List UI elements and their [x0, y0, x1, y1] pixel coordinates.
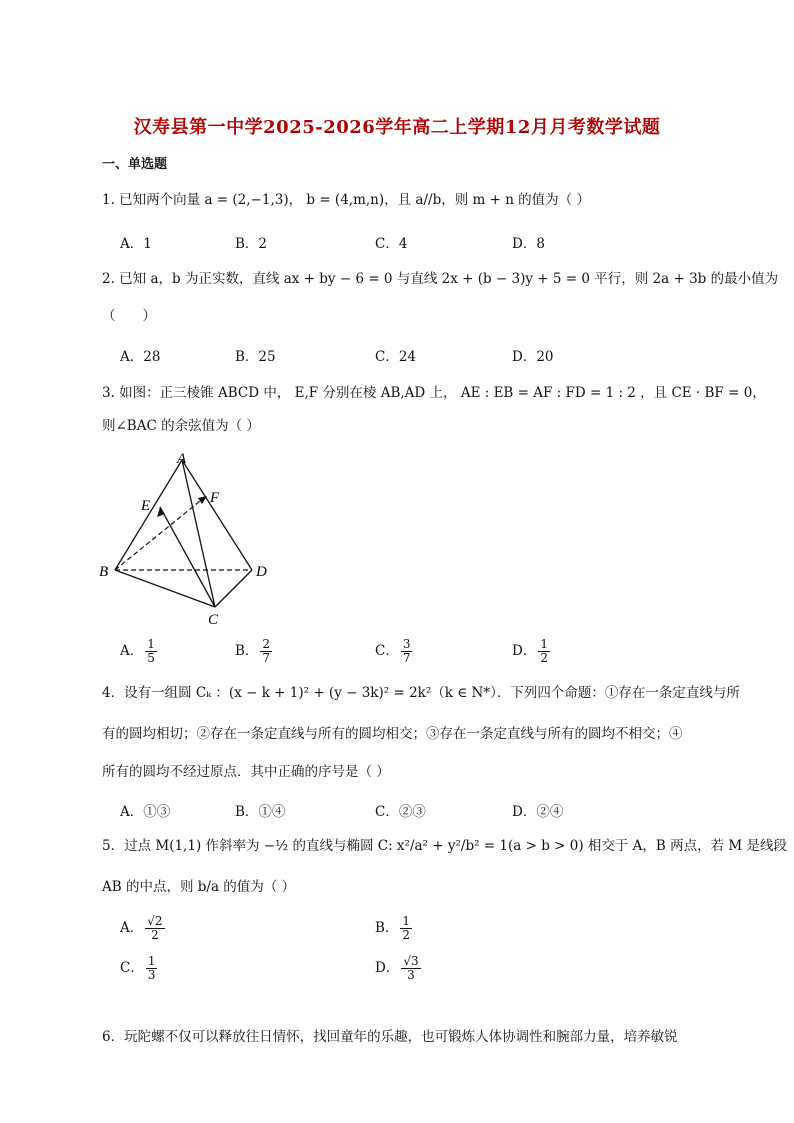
option-c: C．4: [375, 236, 408, 252]
option-b: B． $\frac{1}{2}$: [375, 914, 411, 942]
label-c: C: [208, 612, 219, 628]
edge-ab: [115, 460, 182, 570]
option-a: A．1: [120, 236, 152, 252]
question-3-line1: 3. 如图：正三棱锥 ABCD 中， E,F 分别在棱 AB,AD 上， AE : EB = AF : FD = 1 : 2 ，且 CE · BF = 0，: [102, 385, 766, 401]
tetrahedron-figure: [90, 445, 290, 630]
option-d: D． $\frac{1}{2}$: [512, 637, 548, 665]
section-heading: 一、单选题: [102, 157, 168, 172]
label-d: D: [256, 564, 267, 580]
option-b: B．①④: [235, 804, 286, 820]
option-c: C．24: [375, 349, 417, 365]
question-4-line2: 有的圆均相切；②存在一条定直线与所有的圆均相交；③存在一条定直线与所有的圆均不相交；④: [102, 726, 683, 742]
arrow-ce: [157, 507, 165, 517]
arrow-bf: [198, 496, 207, 504]
edge-ac: [182, 460, 215, 607]
option-d: D．20: [512, 349, 554, 365]
question-5-line2: AB 的中点，则 b/a 的值为（ ）: [102, 879, 296, 895]
edge-cd: [215, 570, 252, 607]
label-a: A: [177, 451, 187, 467]
option-a: A．28: [120, 349, 161, 365]
option-d: D． $\frac{√3}{3}$: [375, 954, 419, 982]
question-5-line1: 5．过点 M(1,1) 作斜率为 −½ 的直线与椭圆 C: x²/a² + y²/b² = 1(a > b > 0) 相交于 A，B 两点，若 M 是线段: [102, 838, 788, 854]
option-d: D．②④: [512, 804, 564, 820]
question-3-line2: 则∠BAC 的余弦值为（ ）: [102, 418, 260, 434]
option-b: B．25: [235, 349, 276, 365]
edge-ad: [182, 460, 252, 570]
option-a: A． $\frac{√2}{2}$: [120, 914, 163, 942]
label-f: F: [210, 490, 220, 506]
option-a: A． $\frac{1}{5}$: [120, 637, 155, 665]
option-c: C．②③: [375, 804, 426, 820]
question-1-text: 1. 已知两个向量 a = (2,−1,3)， b = (4,m,n)，且 a//b，则 m + n 的值为（ ）: [102, 192, 590, 208]
vector-ce: [160, 507, 215, 607]
option-b: B．2: [235, 236, 268, 252]
option-a: A．①③: [120, 804, 171, 820]
question-2-line1: 2. 已知 a，b 为正实数，直线 ax + by − 6 = 0 与直线 2x + (b − 3)y + 5 = 0 平行，则 2a + 3b 的最小值为: [102, 271, 779, 287]
edge-bc: [115, 570, 215, 607]
question-4-line1: 4．设有一组圆 Cₖ ：(x − k + 1)² + (y − 3k)² = 2k²（k ∈ N*）．下列四个命题：①存在一条定直线与所: [102, 685, 740, 701]
option-c: C． $\frac{1}{3}$: [120, 954, 156, 982]
question-4-line3: 所有的圆均不经过原点．其中正确的序号是（ ）: [102, 764, 390, 780]
question-6-line1: 6．玩陀螺不仅可以释放往日情怀，找回童年的乐趣，也可锻炼人体协调性和腕部力量，培养敏锐: [102, 1029, 678, 1045]
question-2-line2: （ ）: [102, 308, 156, 324]
label-b: B: [99, 564, 109, 580]
page-title: 汉寿县第一中学2025-2026学年高二上学期12月月考数学试题: [133, 117, 661, 138]
option-b: B． $\frac{2}{7}$: [235, 637, 271, 665]
option-c: C． $\frac{3}{7}$: [375, 637, 411, 665]
label-e: E: [141, 498, 151, 514]
option-d: D．8: [512, 236, 545, 252]
